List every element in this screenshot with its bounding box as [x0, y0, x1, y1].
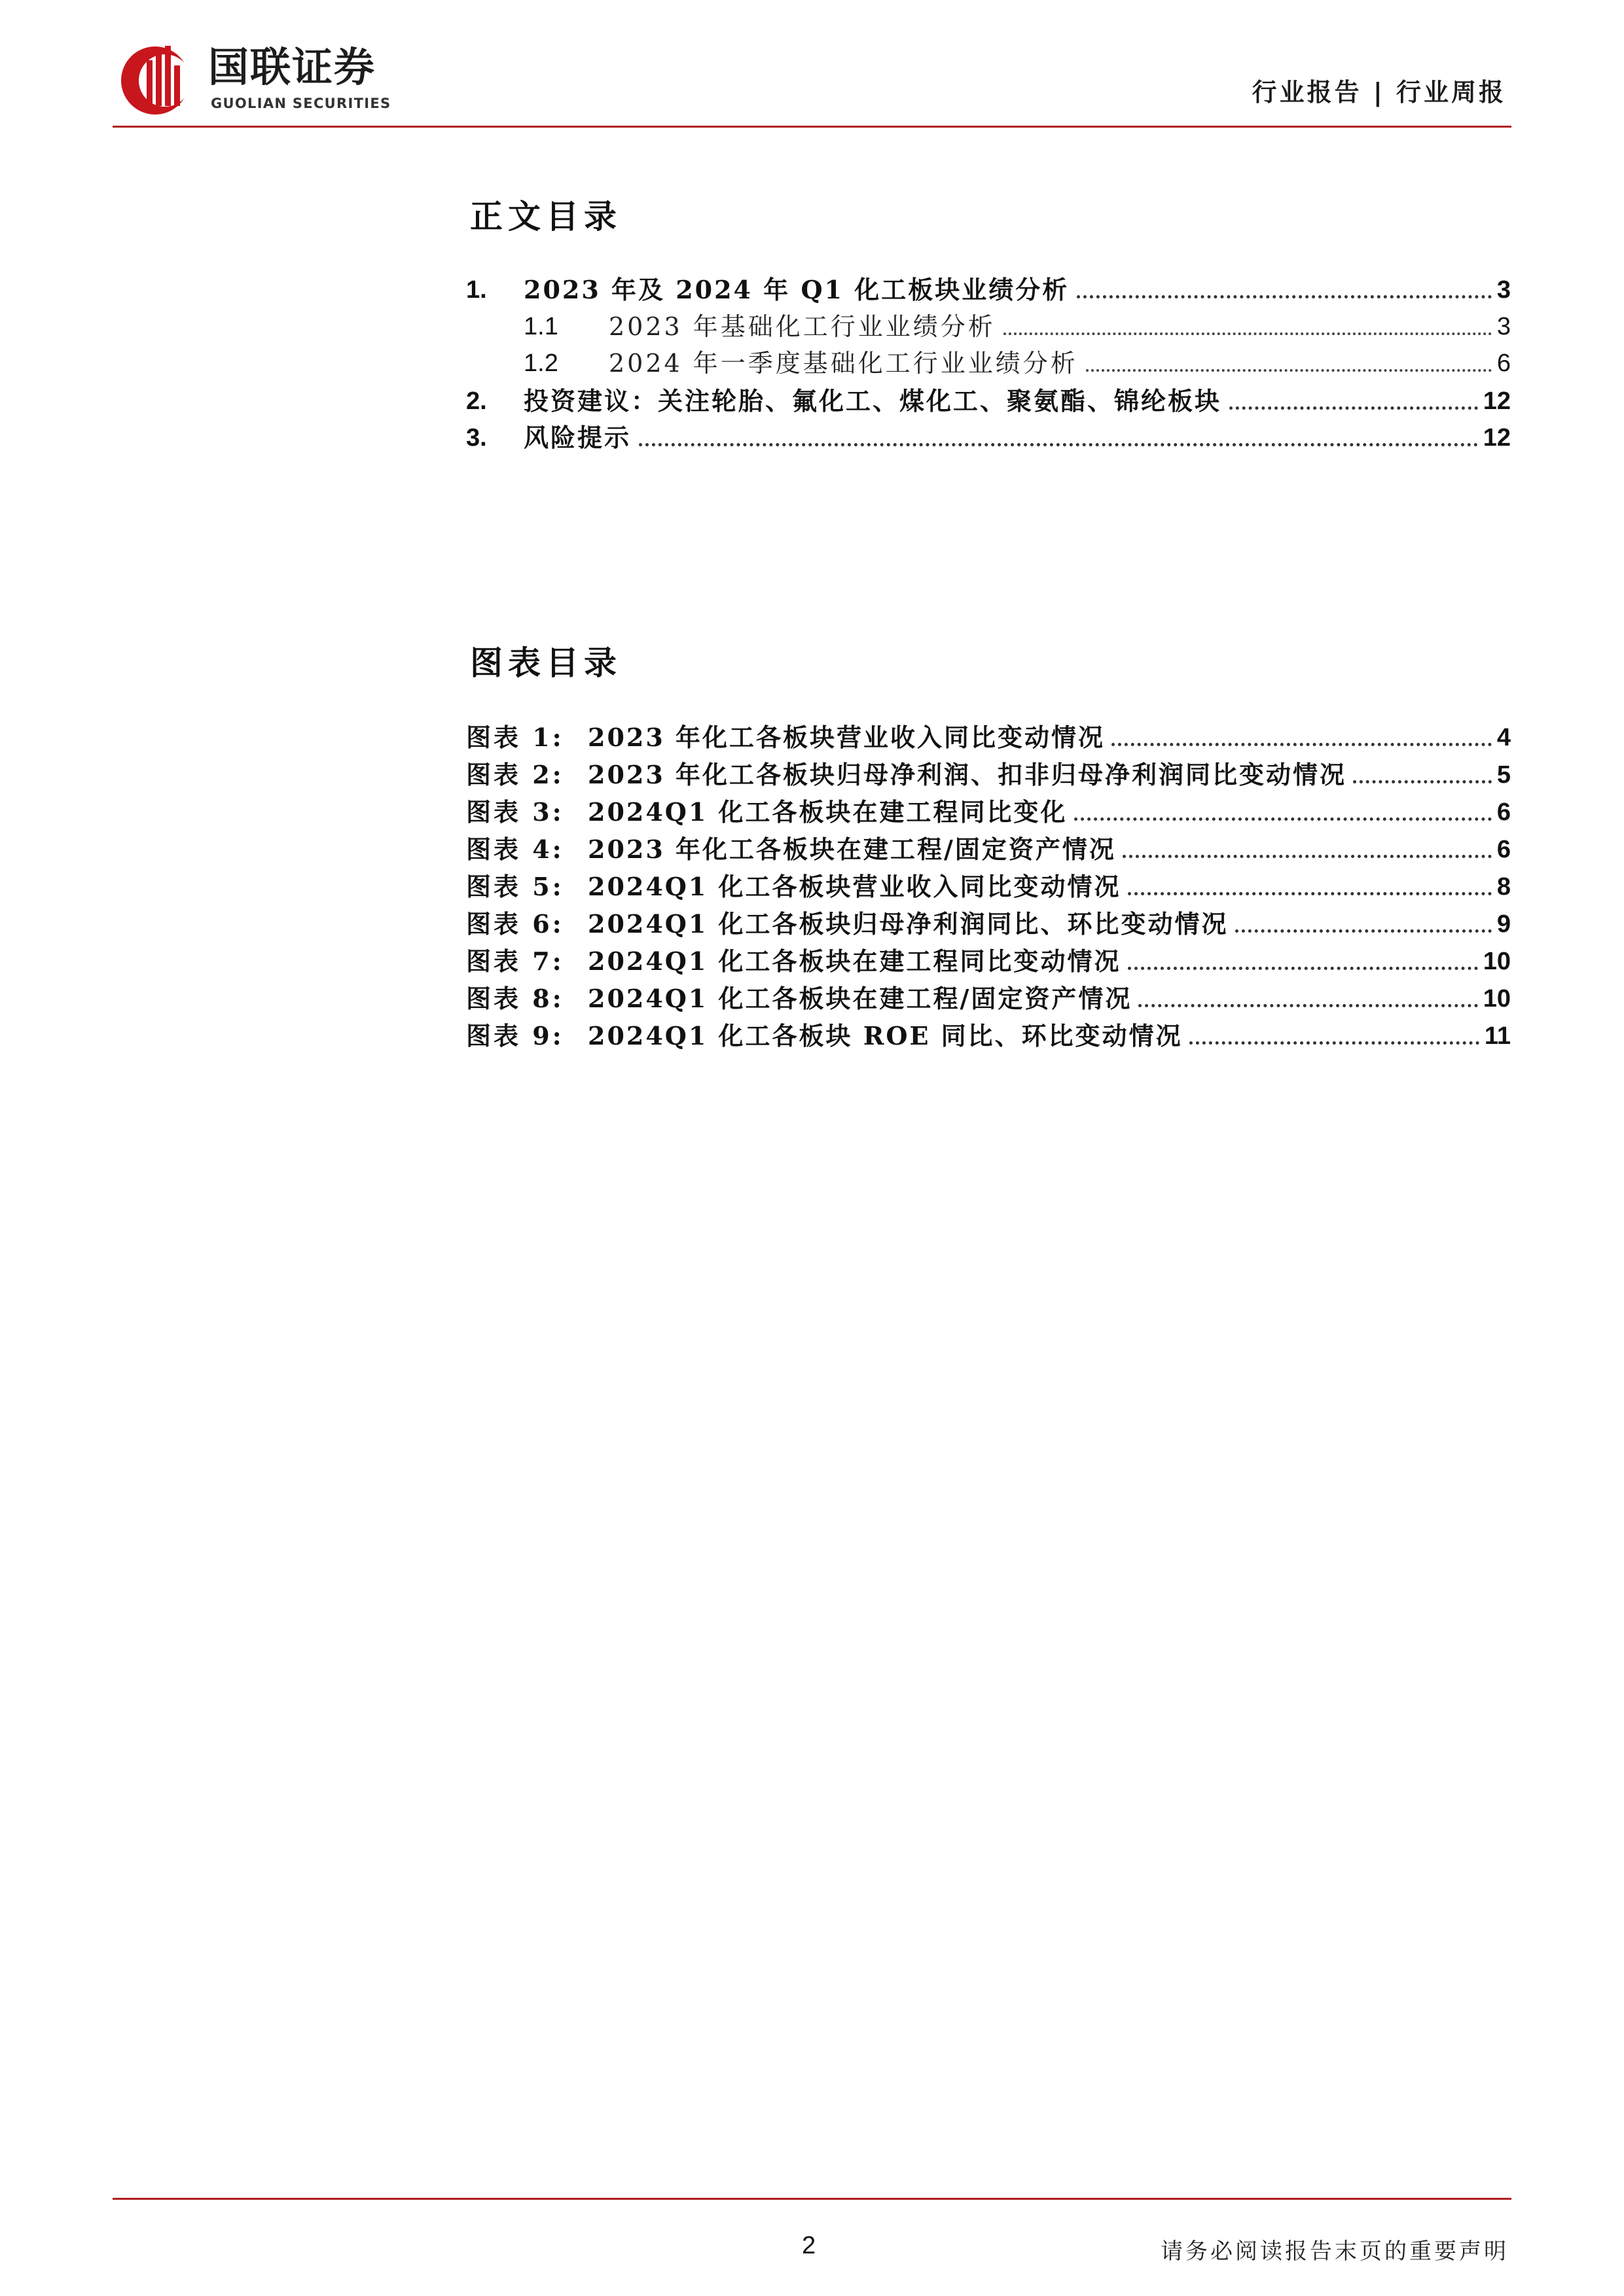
toc-item-number: 2. [466, 387, 487, 415]
figure-list-item[interactable] [466, 978, 1511, 1011]
toc-item-text: 2024 年一季度基础化工行业业绩分析 [609, 349, 1078, 378]
toc-item-number: 1.1 [524, 313, 558, 340]
figure-list-item[interactable] [466, 867, 1511, 899]
dot-leader [1077, 295, 1492, 298]
toc-item-page: 6 [1496, 350, 1511, 377]
figure-page: 6 [1496, 798, 1511, 826]
dot-leader [1128, 892, 1492, 895]
figure-page: 8 [1496, 873, 1511, 901]
toc-item[interactable] [466, 418, 1511, 450]
toc-item-number: 1. [466, 276, 487, 304]
figure-page: 5 [1496, 761, 1511, 789]
dot-leader [1003, 332, 1492, 335]
toc-title: 正文目录 [470, 197, 622, 236]
figure-page: 4 [1496, 724, 1511, 751]
figure-list-item[interactable] [466, 792, 1511, 825]
dot-leader [1138, 1004, 1477, 1007]
report-type-tag: 行业报告 | 行业周报 [1252, 78, 1506, 107]
figure-label: 图表 4: [466, 834, 564, 864]
figure-page: 10 [1483, 948, 1511, 975]
figure-page: 10 [1483, 985, 1511, 1013]
figure-list-title: 图表目录 [470, 643, 622, 682]
toc-item-page: 12 [1483, 387, 1511, 415]
figure-title: 2024Q1 化工各板块在建工程/固定资产情况 [588, 984, 1132, 1013]
figure-page: 9 [1496, 910, 1511, 938]
figure-list-item[interactable] [466, 904, 1511, 937]
dot-leader [1229, 406, 1478, 410]
figure-title: 2023 年化工各板块营业收入同比变动情况 [588, 723, 1105, 752]
figure-label: 图表 6: [466, 909, 564, 939]
figure-page: 11 [1484, 1022, 1511, 1050]
toc-item-page: 3 [1496, 276, 1511, 304]
figure-label: 图表 3: [466, 797, 564, 827]
figure-title: 2023 年化工各板块在建工程/固定资产情况 [588, 834, 1116, 864]
toc-item-page: 3 [1496, 313, 1511, 340]
figure-label: 图表 1: [466, 723, 564, 752]
toc-subitem[interactable] [524, 343, 1511, 376]
figure-page: 6 [1496, 836, 1511, 863]
dot-leader [1074, 817, 1492, 821]
figure-label: 图表 7: [466, 946, 564, 976]
figure-label: 图表 9: [466, 1021, 564, 1050]
toc-item[interactable] [466, 270, 1511, 302]
figure-title: 2023 年化工各板块归母净利润、扣非归母净利润同比变动情况 [588, 760, 1346, 789]
toc-item-text: 2023 年基础化工行业业绩分析 [609, 312, 996, 341]
figure-list-item[interactable] [466, 717, 1511, 750]
logo-icon [117, 42, 194, 119]
header-divider [113, 126, 1511, 128]
toc-item-text: 2023 年及 2024 年 Q1 化工板块业绩分析 [524, 275, 1070, 304]
page-number: 2 [802, 2232, 816, 2259]
figure-label: 图表 5: [466, 872, 564, 901]
toc-item-text: 投资建议：关注轮胎、氟化工、煤化工、聚氨酯、锦纶板块 [524, 386, 1222, 416]
logo-text-cn: 国联证券 [208, 43, 376, 91]
dot-leader [1189, 1041, 1479, 1045]
figure-title: 2024Q1 化工各板块在建工程同比变动情况 [588, 946, 1121, 976]
footer-disclaimer: 请务必阅读报告末页的重要声明 [1161, 2238, 1509, 2265]
toc-item-number: 3. [466, 424, 487, 452]
figure-label: 图表 2: [466, 760, 564, 789]
dot-leader [1235, 929, 1492, 933]
toc-item-page: 12 [1483, 424, 1511, 452]
footer-divider [113, 2198, 1511, 2200]
dot-leader [1128, 967, 1478, 970]
figure-list-item[interactable] [466, 1016, 1511, 1049]
toc-item[interactable] [466, 381, 1511, 414]
dot-leader [1353, 780, 1492, 783]
figure-title: 2024Q1 化工各板块 ROE 同比、环比变动情况 [588, 1021, 1183, 1050]
toc-subitem[interactable] [524, 306, 1511, 339]
figure-list-item[interactable] [466, 941, 1511, 974]
figure-title: 2024Q1 化工各板块归母净利润同比、环比变动情况 [588, 909, 1229, 939]
toc-item-number: 1.2 [524, 350, 558, 377]
dot-leader [1123, 855, 1492, 858]
toc-item-text: 风险提示 [524, 423, 632, 452]
logo-text-en: GUOLIAN SECURITIES [211, 96, 391, 111]
figure-label: 图表 8: [466, 984, 564, 1013]
figure-title: 2024Q1 化工各板块营业收入同比变动情况 [588, 872, 1121, 901]
dot-leader [639, 443, 1478, 446]
dot-leader [1086, 369, 1492, 372]
figure-list-item[interactable] [466, 755, 1511, 787]
figure-list-item[interactable] [466, 829, 1511, 862]
dot-leader [1111, 743, 1492, 746]
figure-title: 2024Q1 化工各板块在建工程同比变化 [588, 797, 1068, 827]
